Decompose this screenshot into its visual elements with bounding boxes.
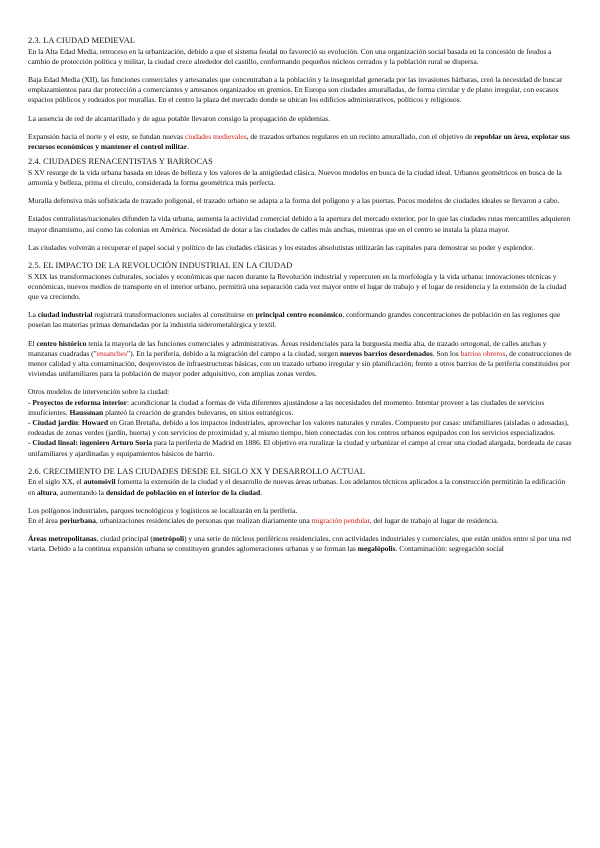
bold-ciudad-jardin: Ciudad jardín [32, 418, 78, 428]
paragraph-poligonos: Los polígonos industriales, parques tecnológicos y logísticos se localizarán en la periferia. [28, 505, 298, 515]
text-run: registrará transformaciones sociales al constituirse en [92, 310, 256, 320]
bold-metropoli: metrópoli [152, 534, 185, 544]
bold-ciudad-lineal: Ciudad lineal: ingeniero Arturo Soria [32, 438, 153, 448]
section-heading-renacentistas: 2.4. CIUDADES RENACENTISTAS Y BARROCAS [28, 157, 213, 167]
bold-densidad: densidad de población en el interior de la ciudad [105, 487, 261, 497]
text-run: . [260, 487, 263, 497]
text-run: En el área [28, 516, 60, 526]
section-heading-revolucion-industrial: 2.5. EL IMPACTO DE LA REVOLUCIÓN INDUSTRIAL EN LA CIUDAD [28, 261, 293, 271]
highlight-ensanches: ensanches [96, 348, 128, 358]
paragraph-s-xix: S XIX las transformaciones culturales, sociales y económicas que nacen durante la Revolución industrial y repercuten en la morfología y la vida urbana: innovaciones técnicas y económicas, nuevos medios de transporte en el interior urbano, permitirá una separación cada vez mayor entre el lugar de trabajo y el lugar de residencia y la extensión de la ciudad que va creciendo. [28, 271, 567, 302]
paragraph-expansion [28, 132, 572, 152]
list-item-ciudad-lineal [28, 438, 572, 458]
text-run: : [77, 418, 82, 428]
list-item-reforma-interior [28, 398, 572, 418]
paragraph-muralla: Muralla defensiva más sofisticada de trazado poligonal, el trazado urbano se adapta a la forma del polígono y a las puertas. Pocos modelos de ciudades ideales se llevaron a cabo. [28, 196, 560, 206]
text-run: En el siglo XX, el [28, 477, 84, 487]
text-run: , de construcciones de menor calidad y alta contaminación, desprovistos de infraestructuras básicas, con un trazado urbano irregular y sin planificación; frente a otros barrios de la periferia constituidos por viviendas unifamiliares para la población de mayor poder adquisitivo, con amplias zonas verdes. [28, 348, 572, 379]
text-run: - [28, 418, 33, 428]
bold-areas-metropolitanas: Áreas metropolitanas [28, 534, 97, 544]
bold-megalopolis: megalópolis [357, 544, 396, 554]
paragraph-baja-edad-media: Baja Edad Media (XII), las funciones comerciales y artesanales que concentraban a la población y la inseguridad generada por las invasiones bárbaras, creó la necesidad de buscar emplazamientos para dar protección a comerciantes y artesanos organizados en gremios. En Europa son ciudades amuralladas, de forma circular y de plano irregular, con escasos espacios públicos y rodeados por murallas. En el centro la plaza del mercado donde se ubican los edificios administrativos, políticos y religiosos. [28, 75, 563, 105]
text-run: , de trazados urbanos regulares en un recinto amurallado, con el objetivo de [246, 131, 475, 141]
bold-howard: Howard [81, 418, 109, 428]
text-run: Expansión hacia el norte y el este, se fundan nuevas [28, 131, 185, 141]
paragraph-s-xv: S XV resurge de la vida urbana basada en ideas de belleza y los valores de la antigüedad clásica. Nuevos modelos en busca de la ciudad ideal. Urbanos geométricos en busca de la armonía y belleza, prima el círculo, considerada la forma geométrica más perfecta. [28, 167, 562, 188]
text-run: : acondicionar la ciudad a formas de vida diferentes ajustándose a las necesidades del momento. Intentar proveer a las ciudades de servicios insuficientes. [28, 397, 545, 417]
bold-altura: altura [36, 487, 57, 497]
paragraph-estados: Estados centralistas/nacionales difunden la vida urbana, aumenta la actividad comercial debido a la apertura del mercado exterior, por lo que las ciudades rutas mercantiles adquieren mayor dinamismo, así como las colonias en América. Necesidad de dotar a las ciudades de calles más anchas, mientras que en el centro se instala la plaza mayor. [28, 214, 571, 234]
text-run: en Gran Bretaña, debido a los impactos industriales, aprovechar los valores naturales y rurales. Compuesto por casas: unifamiliares (aisladas o adosadas), rodeadas de zonas verdes (jardín, huerta) y con servicios de proximidad y, al mismo tiempo, bien conectadas con los centros urbanos equipados con los servicios especializados. [28, 418, 569, 438]
paragraph-capitales: Las ciudades volverán a recuperar el papel social y político de las ciudades clásicas y los estados absolutistas utilizarán las capitales para demostrar su poder y esplendor. [28, 242, 534, 252]
text-run: La [28, 310, 38, 320]
text-run: , urbanizaciones residenciales de personas que realizan diariamente una [95, 516, 312, 526]
paragraph-epidemias: La ausencia de red de alcantarillado y de agua potable llevaron consigo la propagación de epidemias. [28, 113, 330, 123]
text-run: El [28, 338, 37, 348]
bold-periurbana: periurbana [59, 516, 96, 526]
text-run: . Contaminación: segregación social [395, 544, 504, 554]
highlight-barrios-obreros: barrios obreros [460, 348, 506, 358]
paragraph-periurbana [28, 516, 572, 526]
text-run: , aumentando la [56, 487, 106, 497]
bold-automovil: automóvil [83, 477, 116, 487]
bold-objetivo: repoblar un área, explotar sus recursos económicos y mantener el control militar [28, 131, 570, 152]
text-run: , conformando grandes concentraciones de población en las regiones que poseían las materias primas demandadas por la industria siderometalúrgica y textil. [28, 310, 561, 330]
bold-centro-historico: centro histórico [36, 338, 87, 348]
text-run: ) y una serie de núcleos periféricos residenciales, con actividades industriales y comerciales, que están unidos entre sí por una red viaria. Debido a la continua expansión urbana se constituyen grandes aglomeraciones urbanas y se forman las [28, 534, 571, 554]
text-run: - [28, 397, 33, 407]
text-run: "). En la periferia, debido a la migración del campo a la ciudad, surgen [127, 348, 340, 358]
highlight-migracion-pendular: migración pendular [311, 516, 370, 526]
bold-reforma-interior: Proyectos de reforma interior [32, 397, 127, 407]
paragraph-centro-historico [28, 339, 572, 380]
paragraph-ciudad-industrial [28, 310, 572, 330]
text-run: fomenta la extensión de la ciudad y el desarrollo de nuevas áreas urbanas. Los adelantos técnicos aplicados a la construcción permitirán la edificación en [28, 477, 566, 497]
highlight-ciudades-medievales: ciudades medievales [184, 131, 247, 141]
paragraph-otros-modelos: Otros modelos de intervención sobre la ciudad: [28, 387, 170, 397]
bold-ciudad-industrial: ciudad industrial [37, 310, 93, 320]
text-run: tenía la mayoría de las funciones comerciales y administrativas. Áreas residenciales para la burguesía media alta, de trazado ortogonal, de calles anchas y manzanas cuadradas (" [28, 338, 547, 358]
text-run: , del lugar de trabajo al lugar de residencia. [369, 516, 499, 526]
paragraph-alta-edad-media: En la Alta Edad Media, retroceso en la urbanización, debido a que el sistema feudal no favoreció su evolución. Con una organización social basada en la concesión de feudos a cambio de protección política y militar, la ciudad crece alrededor del castillo, conformando pequeños núcleos cerrados y la población rural se dispersa. [28, 46, 552, 66]
bold-haussman: Haussman [69, 407, 104, 417]
text-run: planteó la creación de grandes bulevares, en sitios estratégicos. [103, 407, 294, 417]
text-run: - [28, 438, 33, 448]
bold-centro-economico: principal centro económico [255, 310, 343, 320]
text-run: para la periferia de Madrid en 1886. El objetivo era ruralizar la ciudad y urbanizar el campo al crear una ciudad alargada, bordeada de casas unifamiliares y ajardinadas y equipamientos básicos de barrio. [28, 438, 572, 458]
list-item-ciudad-jardin [28, 418, 572, 438]
section-heading-siglo-xx: 2.6. CRECIMIENTO DE LAS CIUDADES DESDE EL SIGLO XX Y DESARROLLO ACTUAL [28, 466, 365, 476]
paragraph-automovil [28, 477, 572, 497]
bold-nuevos-barrios: nuevos barrios desordenados [339, 348, 433, 358]
text-run: . Son los [432, 348, 461, 358]
section-heading-medieval: 2.3. LA CIUDAD MEDIEVAL [28, 36, 136, 45]
paragraph-areas-metropolitanas [28, 534, 572, 554]
text-run: , ciudad principal ( [96, 534, 153, 544]
text-run: . [187, 142, 189, 152]
